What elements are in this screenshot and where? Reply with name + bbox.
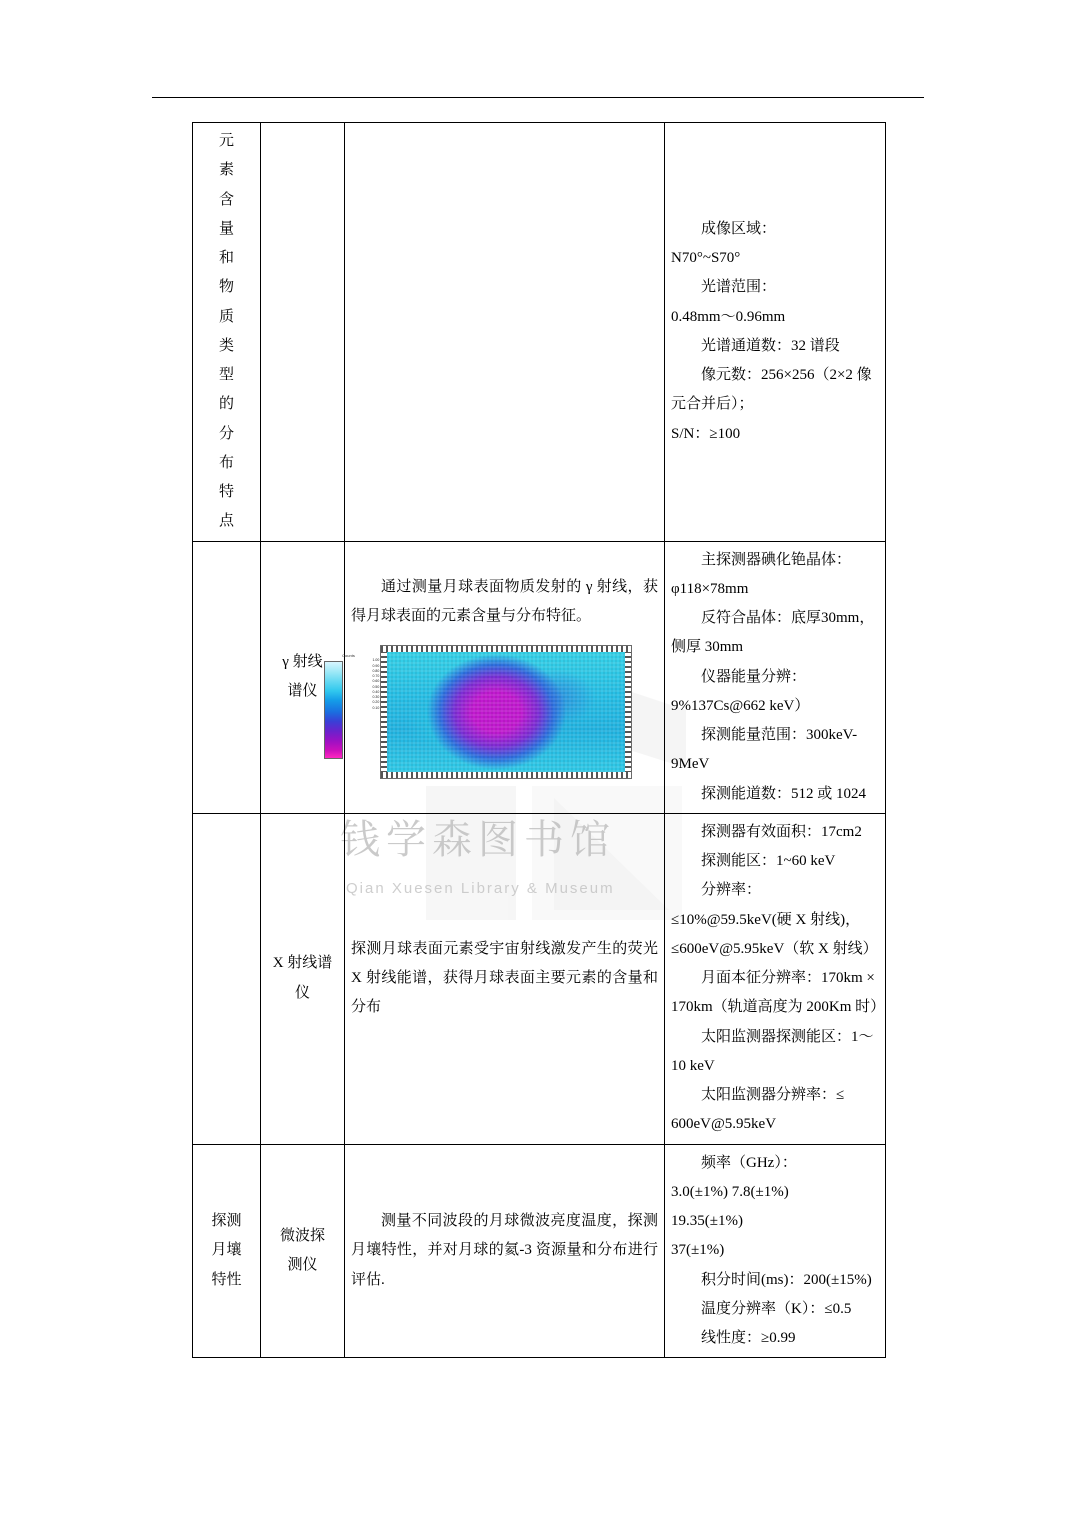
cell-specs [665,1144,886,1358]
spec-line: 积分时间(ms)：200(±15%) [701,1271,872,1288]
category-text: 元素含量和物质类型的分布特点 [218,133,234,530]
spec-line: 主探测器碘化铯晶体：φ118×78mm [671,551,852,597]
spec-line: 3.0(±1%) 7.8(±1%) [671,1183,789,1200]
watermark-text-en: Qian Xuesen Library & Museum [346,880,615,897]
cell-description [345,813,665,1144]
spec-line: 37(±1%) [671,1242,725,1259]
spec-line: S/N：≥100 [671,425,741,442]
lunar-gamma-image [342,645,632,779]
spec-line: 0.48mm～0.96mm [671,308,786,325]
spec-line: 像元数：256×256（2×2 像元合并后）； [671,367,872,413]
legend-label: 0.90 [372,663,380,668]
spec-line: 反符合晶体：底厚30mm，侧厚 30mm [671,610,875,656]
gamma-ray-lunar-map [342,645,630,779]
cell-specs [665,813,886,1144]
cell-description [345,123,665,542]
spec-line: 光谱范围： [701,279,777,296]
legend-label: 0.80 [372,668,380,673]
cell-specs [665,541,886,813]
legend-label: 0.40 [372,689,380,694]
description-text: 测量不同波段的月球微波亮度温度，探测月壤特性，并对月球的氦-3 资源量和分布进行评估. [351,1213,658,1288]
legend-label: 0.50 [372,684,380,689]
spec-line: 温度分辨率（K）：≤0.5 [701,1300,852,1317]
instrument-text: γ 射线谱仪 [282,653,323,700]
legend-colorbar [324,661,343,759]
header-rule [152,97,924,98]
map-legend [297,652,380,759]
spec-line: 探测能道数：512 或 1024 [701,785,867,802]
spec-line: 探测器有效面积：17cm2 [701,823,862,840]
legend-label: 0.70 [372,674,380,679]
watermark-text: 钱学森图书馆 [340,817,616,862]
spec-line: N70°~S70° [671,250,741,266]
legend-label: 0.20 [372,700,380,705]
table-row [193,813,886,1144]
cell-description [342,541,665,813]
description-text: 探测月球表面元素受宇宙射线激发产生的荧光 X 射线能谱，获得月球表面主要元素的含量和分布 [351,940,658,1016]
cell-instrument [261,1144,345,1358]
spec-line: 光谱通道数：32 谱段 [701,337,840,354]
legend-label: 0.30 [372,695,380,700]
cell-category [193,813,261,1144]
legend-label: 0.60 [372,679,380,684]
spec-line: 太阳监测器分辨率：≤ 600eV@5.95keV [671,1087,845,1133]
cell-specs [665,123,886,542]
spec-line: 频率（GHz）： [701,1154,797,1171]
instrument-spec-table [192,122,886,1358]
category-text: 探测月壤特性 [211,1213,242,1288]
cell-description [345,1144,665,1358]
cell-instrument [261,813,345,1144]
table-row [193,123,886,542]
spec-line: 线性度：≥0.99 [701,1330,796,1346]
spec-line: 太阳监测器探测能区：1～10 keV [671,1028,874,1074]
cell-category [193,123,261,542]
spec-line: 探测能区：1~60 keV [701,853,836,869]
spec-line: 分辨率：≤10%@59.5keV(硬 X 射线)，≤600eV@5.95keV（软 X 射线） [671,882,878,957]
instrument-text: 微波探测仪 [279,1227,325,1273]
spec-line: 19.35(±1%) [671,1213,743,1229]
cell-category [193,1144,261,1358]
spec-line: 探测能量范围：300keV-9MeV [671,727,858,773]
legend-title: Counts [342,653,355,659]
legend-label: 0.10 [372,705,380,710]
map-tick-border [381,646,631,778]
spec-line: 仪器能量分辨：9%137Cs@662 keV） [671,668,810,714]
instrument-text: X 射线谱仪 [272,955,333,1001]
cell-instrument [261,123,345,542]
spec-line: 月面本征分辨率：170km × 170km（轨道高度为 200Km 时） [671,970,886,1016]
table-row [193,541,886,813]
description-text: 通过测量月球表面物质发射的 γ 射线，获得月球表面的元素含量与分布特征。 [351,578,658,625]
table-row [193,1144,886,1358]
legend-label: 1.00 [372,658,380,663]
legend-scale [343,658,380,711]
spec-line: 成像区域： [701,220,777,237]
cell-category [193,541,261,813]
